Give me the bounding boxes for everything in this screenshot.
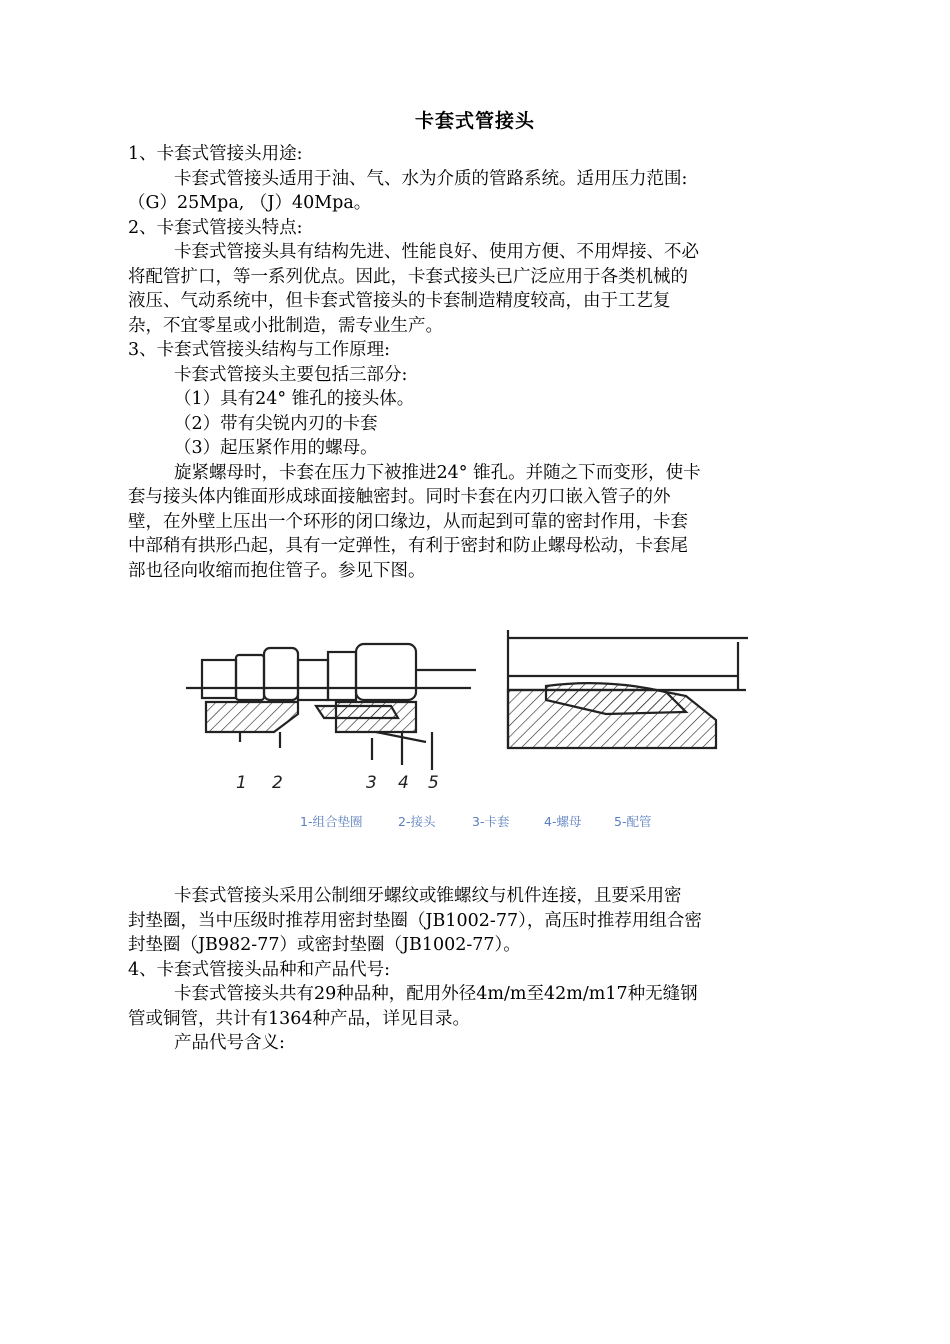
paragraph-line: 卡套式管接头采用公制细牙螺纹或锥螺纹与机件连接，且要采用密 — [174, 886, 682, 906]
fitting-diagram — [186, 630, 756, 840]
section-connection — [128, 884, 828, 1056]
legend-item: 4-螺母 — [544, 814, 582, 829]
paragraph-line: 卡套式管接头具有结构先进、性能良好、使用方便、不用焊接、不必 — [174, 242, 699, 262]
paragraph-line: 旋紧螺母时，卡套在压力下被推进24° 锥孔。并随之下而变形，使卡 — [174, 462, 701, 483]
paragraph-line: 壁，在外壁上压出一个环形的闭口缘边，从而起到可靠的密封作用，卡套 — [128, 511, 688, 532]
callout-number: 4 — [398, 773, 409, 793]
paragraph-line: 中部稍有拱形凸起，具有一定弹性，有利于密封和防止螺母松动，卡套尾 — [128, 536, 688, 556]
paragraph-line: 产品代号含义: — [174, 1033, 285, 1053]
callout-number: 3 — [366, 773, 377, 793]
list-item: （2）带有尖锐内刃的卡套 — [174, 413, 378, 434]
paragraph-line: 封垫圈，当中压级时推荐用密封垫圈（JB1002-77），高压时推荐用组合密 — [128, 910, 702, 931]
section-heading: 2、卡套式管接头特点: — [128, 217, 303, 238]
paragraph-line: 将配管扩口，等一系列优点。因此，卡套式接头已广泛应用于各类机械的 — [128, 266, 688, 287]
paragraph-line: 封垫圈（JB982-77）或密封垫圈（JB1002-77）。 — [128, 935, 521, 955]
list-item: （3）起压紧作用的螺母。 — [174, 438, 378, 458]
paragraph-line: 部也径向收缩而抱住管子。参见下图。 — [128, 560, 426, 581]
paragraph-line: 管或铜管，共计有1364种产品，详见目录。 — [128, 1008, 471, 1029]
legend-item: 5-配管 — [614, 814, 652, 829]
section-usage — [128, 142, 828, 583]
paragraph-line: （G）25Mpa, （J）40Mpa。 — [128, 193, 372, 213]
list-item: （1）具有24° 锥孔的接头体。 — [174, 389, 415, 409]
fitting-cross-section — [186, 644, 476, 770]
legend-item: 2-接头 — [398, 814, 436, 829]
paragraph-line: 卡套式管接头适用于油、气、水为介质的管路系统。适用压力范围: — [174, 168, 688, 189]
section-heading: 3、卡套式管接头结构与工作原理: — [128, 340, 391, 360]
paragraph-line: 卡套式管接头共有29种品种，配用外径4m/m至42m/m17种无缝钢 — [174, 984, 698, 1004]
section-heading: 1、卡套式管接头用途: — [128, 144, 303, 164]
paragraph-line: 液压、气动系统中，但卡套式管接头的卡套制造精度较高，由于工艺复 — [128, 291, 671, 311]
section-heading: 4、卡套式管接头品种和产品代号: — [128, 959, 391, 980]
paragraph-line: 杂，不宜零星或小批制造，需专业生产。 — [128, 315, 443, 336]
page-title: 卡套式管接头 — [414, 110, 535, 132]
paragraph-line: 卡套式管接头主要包括三部分: — [174, 364, 408, 385]
callout-number: 5 — [428, 773, 439, 793]
legend-item: 1-组合垫圈 — [300, 814, 363, 829]
callout-number: 1 — [236, 773, 247, 793]
paragraph-line: 套与接头体内锥面形成球面接触密封。同时卡套在内刃口嵌入管子的外 — [128, 487, 671, 507]
legend-item: 3-卡套 — [472, 814, 510, 829]
callout-number: 2 — [272, 773, 283, 793]
seal-detail-section — [508, 630, 748, 748]
